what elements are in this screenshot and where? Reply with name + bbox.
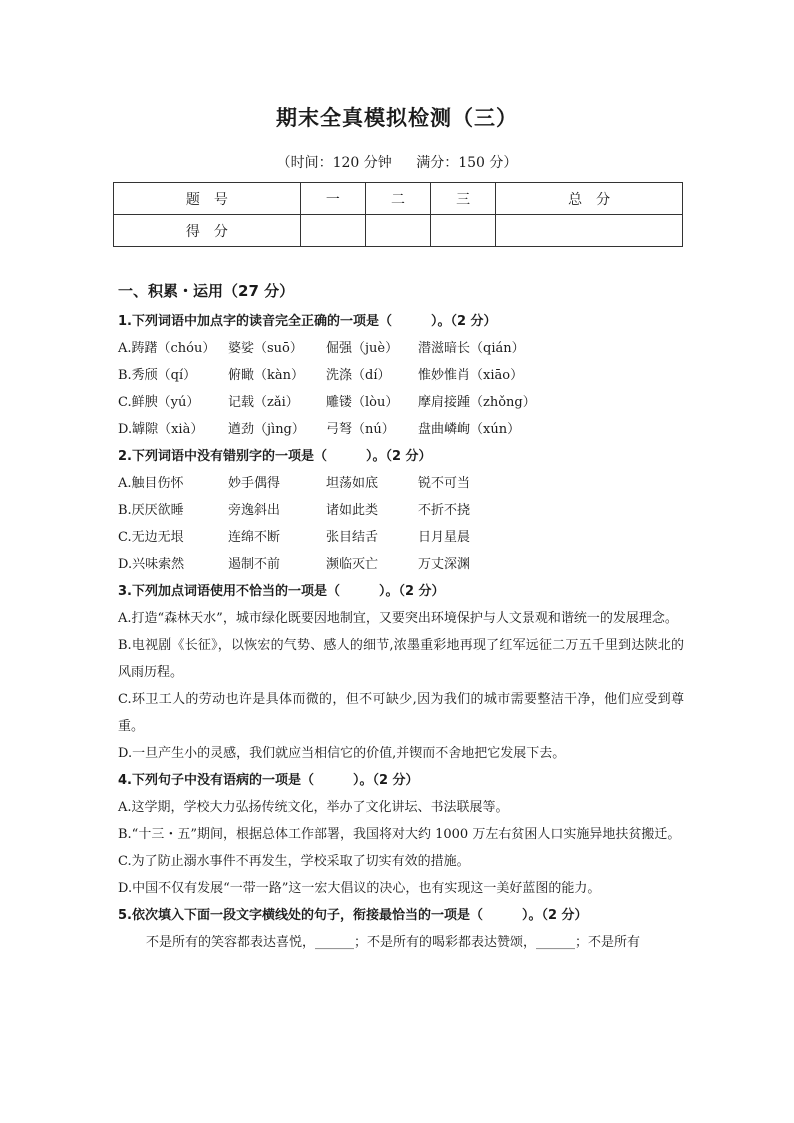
score-entry-cell[interactable] [431, 215, 496, 247]
option-item: A.踌躇（chóu） [118, 341, 216, 356]
option-item: 潜滋暗长（qián） [418, 341, 525, 356]
option-item: 濒临灭亡 [326, 557, 379, 572]
score-table-header-row [114, 183, 683, 215]
score-table-cell: 二 [365, 183, 430, 215]
option-item: B.秀颀（qí） [118, 368, 197, 383]
question-5-stem: 5.依次填入下面一段文字横线处的句子，衔接最恰当的一项是（ ）。（2 分） [118, 908, 588, 923]
full-score: 满分：150 分） [416, 155, 518, 171]
option-item: 摩肩接踵（zhǒng） [418, 395, 536, 410]
score-table [113, 182, 683, 247]
score-entry-cell[interactable] [365, 215, 430, 247]
option-item: 婆娑（suō） [228, 341, 303, 356]
score-table-score-row [114, 215, 683, 247]
option-item: 妙手偶得 [228, 476, 281, 491]
option-item: A.触目伤怀 [118, 476, 184, 491]
score-table-cell: 得 分 [114, 215, 301, 247]
question-4-stem: 4.下列句子中没有语病的一项是（ ）。（2 分） [118, 773, 419, 788]
question-4-option-d: D.中国不仅有发展“一带一路”这一宏大倡议的决心，也有实现这一美好蓝图的能力。 [118, 881, 601, 896]
question-1-option-c [118, 389, 684, 416]
option-item: 锐不可当 [418, 476, 471, 491]
option-item: B.厌厌欲睡 [118, 503, 184, 518]
exam-title: 期末全真模拟检测（三） [276, 106, 518, 130]
question-1-option-b [118, 362, 684, 389]
question-2-option-d [118, 551, 684, 578]
section-heading: 一、积累・运用（27 分） [118, 282, 295, 300]
option-item: 旁逸斜出 [228, 503, 281, 518]
question-2-stem: 2.下列词语中没有错别字的一项是（ ）。（2 分） [118, 449, 432, 464]
question-1-option-d [118, 416, 684, 443]
score-table-cell: 三 [431, 183, 496, 215]
time-limit: （时间：120 分钟 [276, 155, 392, 171]
option-item: 遏制不前 [228, 557, 281, 572]
question-5-passage: 不是所有的笑容都表达喜悦，______；不是所有的喝彩都表达赞颂，______；不是所有 [146, 935, 641, 950]
question-3-option-a: A.打造“森林天水”，城市绿化既要因地制宜，又要突出环境保护与人文景观和谐统一的发展理念。 [118, 611, 678, 626]
score-table-cell: 一 [300, 183, 365, 215]
questions [118, 308, 684, 956]
question-2-option-c [118, 524, 684, 551]
score-entry-cell[interactable] [300, 215, 365, 247]
question-4-option-c: C.为了防止溺水事件不再发生，学校采取了切实有效的措施。 [118, 854, 470, 869]
question-1-option-a [118, 335, 684, 362]
question-2-option-a [118, 470, 684, 497]
option-item: 惟妙惟肖（xiāo） [418, 368, 524, 383]
option-item: 诸如此类 [326, 503, 379, 518]
option-item: 不折不挠 [418, 503, 471, 518]
score-table-cell: 题 号 [114, 183, 301, 215]
option-item: 日月星晨 [418, 530, 471, 545]
option-item: C.鲜腴（yú） [118, 395, 200, 410]
option-item: 记载（zǎi） [228, 395, 299, 410]
option-item: 洗涤（dí） [326, 368, 391, 383]
option-item: 俯瞰（kàn） [228, 368, 305, 383]
option-item: 遒劲（jìng） [228, 422, 305, 437]
question-4-option-a: A.这学期，学校大力弘扬传统文化，举办了文化讲坛、书法联展等。 [118, 800, 509, 815]
option-item: 盘曲嶙峋（xún） [418, 422, 521, 437]
option-item: 坦荡如底 [326, 476, 379, 491]
question-2-option-b [118, 497, 684, 524]
option-item: 雕镂（lòu） [326, 395, 399, 410]
question-4-option-b: B.“十三・五”期间，根据总体工作部署，我国将对大约 1000 万左右贫困人口实施异地扶贫搬迁。 [118, 827, 681, 842]
score-entry-cell[interactable] [496, 215, 683, 247]
score-table-cell: 总 分 [496, 183, 683, 215]
question-3-option-c: C.环卫工人的劳动也许是具体而微的，但不可缺少,因为我们的城市需要整洁干净，他们应受到尊重。 [118, 692, 684, 734]
option-item: C.无边无垠 [118, 530, 184, 545]
option-item: 倔强（juè） [326, 341, 399, 356]
option-item: D.罅隙（xià） [118, 422, 204, 437]
question-3-stem: 3.下列加点词语使用不恰当的一项是（ ）。（2 分） [118, 584, 445, 599]
option-item: D.兴味索然 [118, 557, 185, 572]
question-1-stem: 1.下列词语中加点字的读音完全正确的一项是（ ）。（2 分） [118, 314, 497, 329]
option-item: 万丈深渊 [418, 557, 471, 572]
exam-subtitle [0, 152, 794, 172]
question-3-option-b: B.电视剧《长征》，以恢宏的气势、感人的细节,浓墨重彩地再现了红军远征二万五千里到达陕北的风雨历程。 [118, 638, 684, 680]
option-item: 连绵不断 [228, 530, 281, 545]
question-3-option-d: D.一旦产生小的灵感，我们就应当相信它的价值,并锲而不舍地把它发展下去。 [118, 746, 566, 761]
option-item: 弓弩（nú） [326, 422, 395, 437]
option-item: 张目结舌 [326, 530, 379, 545]
